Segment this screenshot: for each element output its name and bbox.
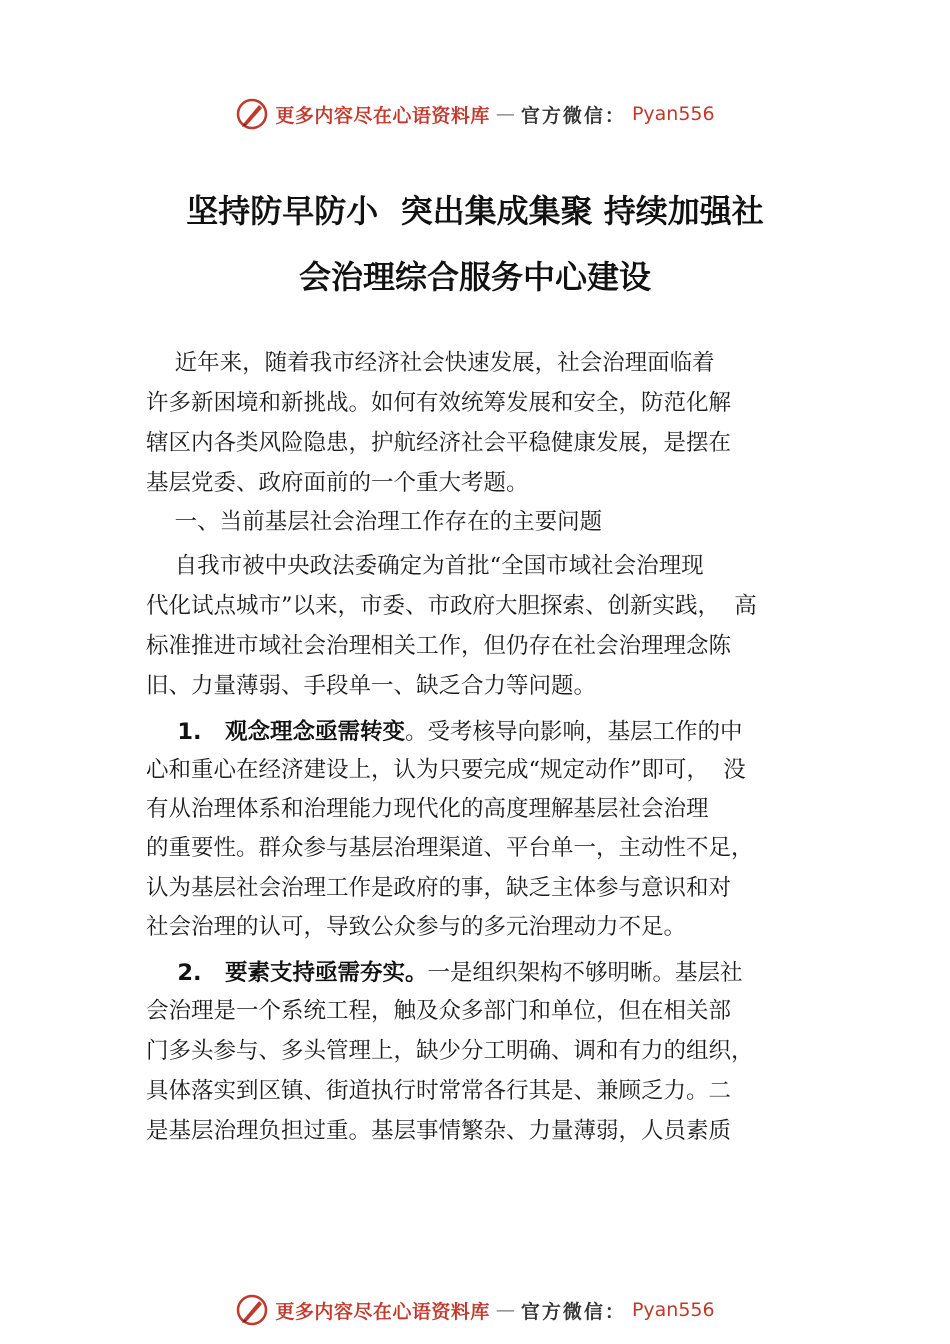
pen-logo-icon (235, 97, 269, 131)
point1-first-rest: 。受考核导向影响，基层工作的中 (405, 719, 743, 745)
point1-line-2: 心和重心在经济建设上，认为只要完成“规定动作”即可， 没 (146, 757, 746, 783)
point1-line-4: 的重要性。群众参与基层治理渠道、平台单一，主动性不足， (146, 835, 754, 861)
point1-lead: 1. 观念理念亟需转变 (146, 719, 406, 745)
point1-line-6: 社会治理的认可，导致公众参与的多元治理动力不足。 (146, 914, 687, 940)
promo-text: 更多内容尽在心语资料库 (275, 104, 490, 127)
wechat-label: 官方微信： (520, 104, 626, 127)
point2-line-2: 会治理是一个系统工程，触及众多部门和单位，但在相关部 (146, 998, 732, 1024)
section-heading-1: 一、当前基层社会治理工作存在的主要问题 (146, 509, 603, 535)
section1-line-3: 标准推进市域社会治理相关工作，但仍存在社会治理理念陈 (146, 633, 732, 659)
banner-separator: — (495, 1299, 515, 1321)
point2-lead: 2. 要素支持亟需夯实。 (146, 960, 428, 986)
point2-line-5: 是基层治理负担过重。基层事情繁杂、力量薄弱，人员素质 (146, 1118, 732, 1144)
point2-line-4: 具体落实到区镇、街道执行时常常各行其是、兼顾乏力。二 (146, 1078, 732, 1104)
point1-line-5: 认为基层社会治理工作是政府的事，缺乏主体参与意识和对 (146, 875, 732, 901)
intro-line-2: 许多新困境和新挑战。如何有效统筹发展和安全，防范化解 (146, 390, 732, 416)
header-watermark-banner (0, 94, 950, 134)
point2-line-3: 门多头参与、多头管理上，缺少分工明确、调和有力的组织， (146, 1038, 754, 1064)
intro-line-4: 基层党委、政府面前的一个重大考题。 (146, 470, 529, 496)
point1-line-3: 有从治理体系和治理能力现代化的高度理解基层社会治理 (146, 796, 709, 822)
wechat-label: 官方微信： (520, 1300, 626, 1323)
footer-watermark-banner (0, 1290, 950, 1330)
intro-line-3: 辖区内各类风险隐患，护航经济社会平稳健康发展，是摆在 (146, 430, 732, 456)
section1-line-1: 自我市被中央政法委确定为首批“全国市域社会治理现 (146, 553, 704, 579)
promo-text: 更多内容尽在心语资料库 (275, 1300, 490, 1323)
banner-separator: — (495, 103, 515, 125)
document-title-line-2: 会治理综合服务中心建设 (298, 258, 651, 296)
point2-first-rest: 一是组织架构不够明晰。基层社 (427, 960, 743, 986)
pen-logo-icon (235, 1293, 269, 1327)
wechat-id: Pyan556 (631, 1299, 715, 1321)
section1-line-4: 旧、力量薄弱、手段单一、缺乏合力等问题。 (146, 673, 597, 699)
point1-line-1 (146, 717, 743, 747)
section1-line-2: 代化试点城市”以来，市委、市政府大胆探索、创新实践， 高 (146, 593, 757, 619)
document-title-line-1: 坚持防早防小 突出集成集聚 持续加强社 (186, 192, 764, 230)
point2-line-1 (146, 958, 743, 988)
intro-line-1: 近年来，随着我市经济社会快速发展，社会治理面临着 (146, 350, 715, 376)
wechat-id: Pyan556 (631, 103, 715, 125)
